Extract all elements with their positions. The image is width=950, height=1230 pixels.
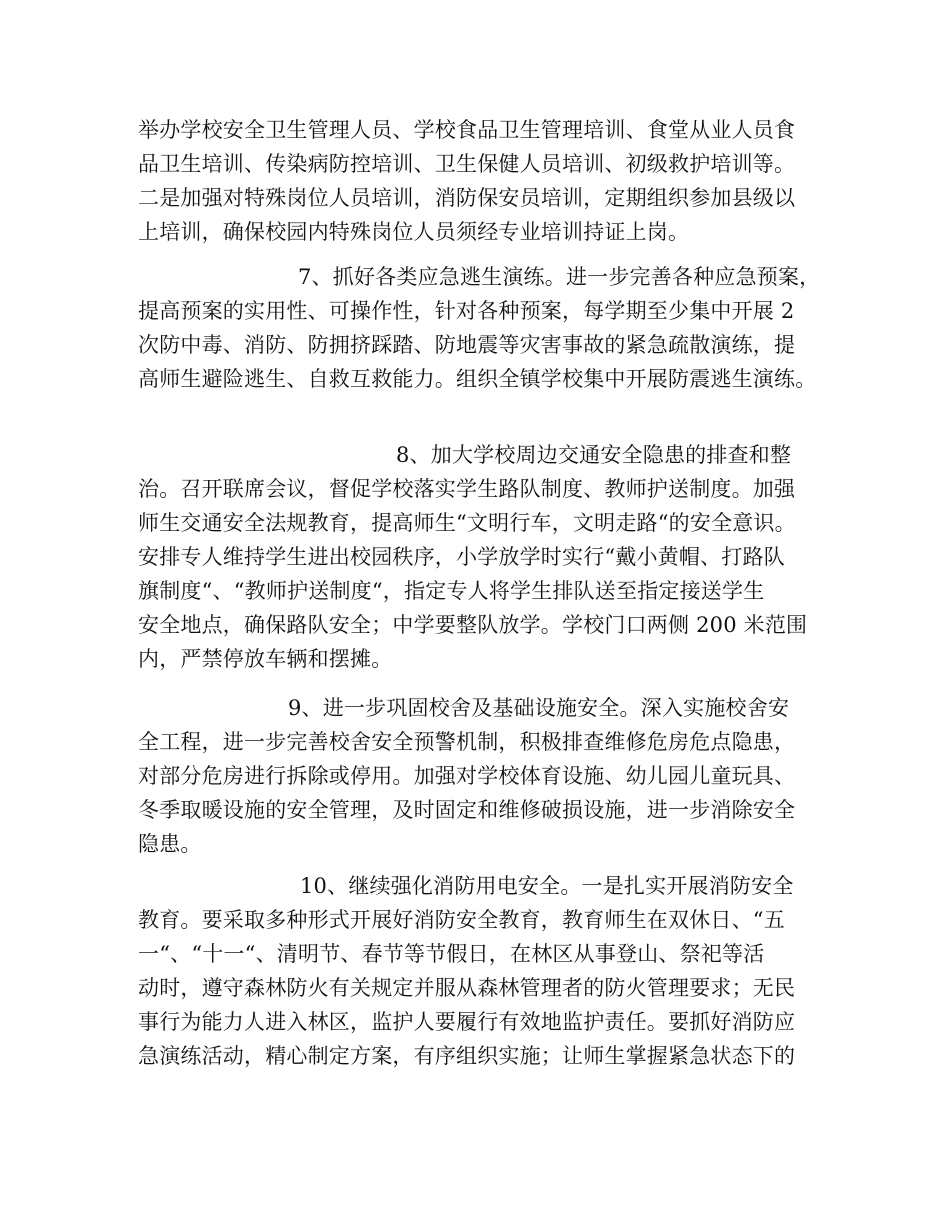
paragraph-training [138,113,838,249]
paragraph-item-10 [138,869,838,1073]
text-line: 隐患。 [138,832,202,856]
text-line: 治。召开联席会议，督促学校落实学生路队制度、教师护送制度。加强 [138,477,796,501]
text-line: 安排专人维持学生进出校园秩序，小学放学时实行“戴小黄帽、打路队 [138,545,785,569]
text-line: 二是加强对特殊岗位人员培训，消防保安员培训，定期组织参加县级以 [138,186,796,210]
text-line: 事行为能力人进入林区，监护人要履行有效地监护责任。要抓好消防应 [138,1010,796,1034]
text-line: 冬季取暖设施的安全管理，及时固定和维修破损设施，进一步消除安全 [138,798,796,822]
text-line: 一“、“十一“、清明节、春节等节假日，在林区从事登山、祭祀等活 [138,942,765,966]
text-line: 上培训，确保校园内特殊岗位人员须经专业培训持证上岗。 [138,220,690,244]
text-line: 品卫生培训、传染病防控培训、卫生保健人员培训、初级救护培训等。 [138,152,796,176]
item-heading-line: 8、加大学校周边交通安全隐患的排查和整 [396,443,792,467]
text-line: 全工程，进一步完善校舍安全预警机制，积极排查维修危房危点隐患， [138,730,796,754]
text-line: 举办学校安全卫生管理人员、学校食品卫生管理培训、食堂从业人员食 [138,118,796,142]
text-line: 对部分危房进行拆除或停用。加强对学校体育设施、幼儿园儿童玩具、 [138,764,796,788]
text-line: 急演练活动，精心制定方案，有序组织实施；让师生掌握紧急状态下的 [138,1044,796,1068]
text-line: 次防中毒、消防、防拥挤踩踏、防地震等灾害事故的紧急疏散演练，提 [138,333,796,357]
item-heading-line: 9、进一步巩固校舍及基础设施安全。深入实施校舍安 [288,696,790,720]
text-line: 动时，遵守森林防火有关规定并服从森林管理者的防火管理要求；无民 [138,976,796,1000]
text-line: 高师生避险逃生、自救互救能力。组织全镇学校集中开展防震逃生演练。 [138,367,817,391]
text-line: 教育。要采取多种形式开展好消防安全教育，教育师生在双休日、“五 [138,908,785,932]
paragraph-item-9 [138,691,838,861]
text-line: 师生交通安全法规教育，提高师生“文明行车，文明走路“的安全意识。 [138,511,796,535]
item-heading-line: 7、抓好各类应急逃生演练。进一步完善各种应急预案， [298,265,821,289]
paragraph-item-8 [138,438,838,676]
text-line: 内，严禁停放车辆和摆摊。 [138,647,393,671]
text-line: 旗制度“、“教师护送制度“，指定专人将学生排队送至指定接送学生 [138,579,765,603]
paragraph-item-7 [138,260,838,396]
text-line: 提高预案的实用性、可操作性，针对各种预案，每学期至少集中开展 2 [138,299,795,323]
text-line: 安全地点，确保路队安全；中学要整队放学。学校门口两侧 200 米范围 [138,613,808,637]
item-heading-line: 10、继续强化消防用电安全。一是扎实开展消防安全 [300,874,794,898]
